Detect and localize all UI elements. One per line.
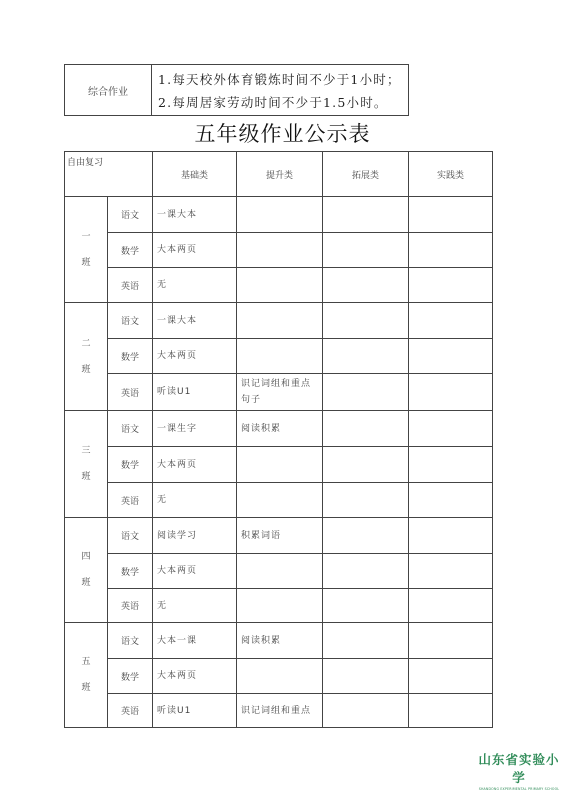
subject-cell: 语文 xyxy=(108,623,153,659)
table-row xyxy=(65,518,493,554)
basic-cell: 大本两页 xyxy=(153,554,237,589)
homework-line-2: 2.每周居家劳动时间不少于1.5小时。 xyxy=(158,94,388,110)
table-row xyxy=(65,303,493,339)
school-logo-english: SHANDONG EXPERIMENTAL PRIMARY SCHOOL xyxy=(478,787,560,791)
subject-cell: 英语 xyxy=(108,268,153,303)
subject-cell: 数学 xyxy=(108,659,153,694)
expand-cell xyxy=(323,447,409,483)
improve-cell xyxy=(237,589,323,623)
header-expand: 拓展类 xyxy=(323,152,409,197)
table-row xyxy=(65,554,493,589)
school-logo-chinese: 山东省实验小学 xyxy=(478,752,560,785)
class-name: 五 班 xyxy=(65,623,108,728)
class-name: 二 班 xyxy=(65,303,108,411)
practice-cell xyxy=(409,303,493,339)
expand-cell xyxy=(323,659,409,694)
table-row xyxy=(65,268,493,303)
basic-cell: 听读U1 xyxy=(153,374,237,411)
practice-cell xyxy=(409,483,493,518)
class-name: 三 班 xyxy=(65,411,108,518)
page-title: 五年级作业公示表 xyxy=(194,122,371,146)
subject-cell: 数学 xyxy=(108,233,153,268)
improve-cell: 识记词组和重点 xyxy=(237,694,323,728)
table-row xyxy=(65,374,493,411)
expand-cell xyxy=(323,303,409,339)
basic-cell: 大本两页 xyxy=(153,447,237,483)
homework-table xyxy=(64,151,493,728)
improve-cell xyxy=(237,197,323,233)
subject-cell: 数学 xyxy=(108,554,153,589)
subject-cell: 英语 xyxy=(108,374,153,411)
improve-cell xyxy=(237,339,323,374)
comprehensive-homework-label: 综合作业 xyxy=(65,65,152,115)
header-practice: 实践类 xyxy=(409,152,493,197)
expand-cell xyxy=(323,483,409,518)
expand-cell xyxy=(323,589,409,623)
practice-cell xyxy=(409,197,493,233)
expand-cell xyxy=(323,339,409,374)
header-basic: 基础类 xyxy=(153,152,237,197)
subject-cell: 语文 xyxy=(108,303,153,339)
comprehensive-homework-content xyxy=(152,65,408,115)
table-row xyxy=(65,623,493,659)
class-name: 四 班 xyxy=(65,518,108,623)
basic-cell: 大本两页 xyxy=(153,233,237,268)
table-row xyxy=(65,694,493,728)
expand-cell xyxy=(323,518,409,554)
table-header-row xyxy=(65,152,493,197)
table-row xyxy=(65,411,493,447)
improve-cell xyxy=(237,233,323,268)
improve-cell: 阅读积累 xyxy=(237,623,323,659)
subject-cell: 数学 xyxy=(108,339,153,374)
table-row xyxy=(65,483,493,518)
improve-cell: 阅读积累 xyxy=(237,411,323,447)
basic-cell: 无 xyxy=(153,483,237,518)
basic-cell: 无 xyxy=(153,268,237,303)
improve-cell xyxy=(237,483,323,518)
subject-cell: 英语 xyxy=(108,694,153,728)
practice-cell xyxy=(409,518,493,554)
table-row xyxy=(65,339,493,374)
basic-cell: 大本两页 xyxy=(153,659,237,694)
expand-cell xyxy=(323,374,409,411)
table-row xyxy=(65,659,493,694)
practice-cell xyxy=(409,411,493,447)
basic-cell: 无 xyxy=(153,589,237,623)
basic-cell: 一课生字 xyxy=(153,411,237,447)
basic-cell: 阅读学习 xyxy=(153,518,237,554)
improve-cell xyxy=(237,268,323,303)
improve-cell xyxy=(237,303,323,339)
practice-cell xyxy=(409,694,493,728)
table-row xyxy=(65,197,493,233)
table-row xyxy=(65,233,493,268)
basic-cell: 大本两页 xyxy=(153,339,237,374)
practice-cell xyxy=(409,623,493,659)
subject-cell: 语文 xyxy=(108,197,153,233)
expand-cell xyxy=(323,554,409,589)
improve-cell: 识记词组和重点句子 xyxy=(237,374,323,411)
practice-cell xyxy=(409,374,493,411)
practice-cell xyxy=(409,554,493,589)
table-row xyxy=(65,447,493,483)
comprehensive-homework-box xyxy=(64,64,409,116)
header-improve: 提升类 xyxy=(237,152,323,197)
expand-cell xyxy=(323,694,409,728)
improve-cell xyxy=(237,447,323,483)
basic-cell: 听读U1 xyxy=(153,694,237,728)
expand-cell xyxy=(323,411,409,447)
basic-cell: 一课大本 xyxy=(153,197,237,233)
subject-cell: 语文 xyxy=(108,518,153,554)
improve-cell xyxy=(237,554,323,589)
practice-cell xyxy=(409,339,493,374)
expand-cell xyxy=(323,623,409,659)
basic-cell: 一课大本 xyxy=(153,303,237,339)
practice-cell xyxy=(409,659,493,694)
school-logo xyxy=(478,750,560,791)
subject-cell: 英语 xyxy=(108,483,153,518)
class-name: 一 班 xyxy=(65,197,108,303)
improve-cell: 积累词语 xyxy=(237,518,323,554)
practice-cell xyxy=(409,447,493,483)
header-corner: 自由复习 xyxy=(65,152,153,197)
practice-cell xyxy=(409,589,493,623)
practice-cell xyxy=(409,268,493,303)
homework-line-1: 1.每天校外体育锻炼时间不少于1小时； xyxy=(158,71,401,87)
basic-cell: 大本一课 xyxy=(153,623,237,659)
subject-cell: 英语 xyxy=(108,589,153,623)
expand-cell xyxy=(323,197,409,233)
expand-cell xyxy=(323,268,409,303)
expand-cell xyxy=(323,233,409,268)
improve-cell xyxy=(237,659,323,694)
subject-cell: 语文 xyxy=(108,411,153,447)
subject-cell: 数学 xyxy=(108,447,153,483)
table-row xyxy=(65,589,493,623)
practice-cell xyxy=(409,233,493,268)
